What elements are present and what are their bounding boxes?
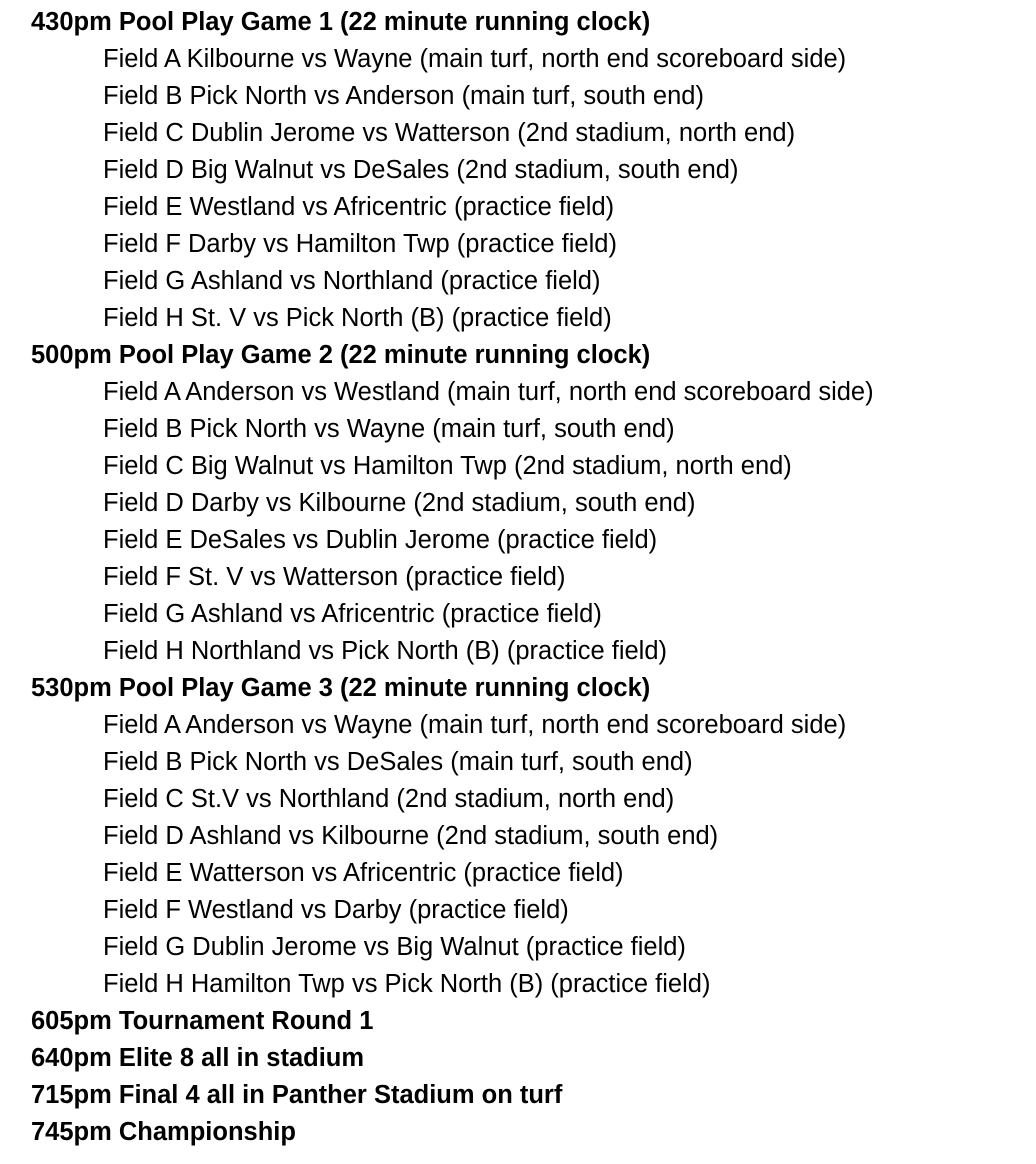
game-assignment: Field B Pick North vs Wayne (main turf, south end) <box>103 415 675 443</box>
game-assignment: Field A Anderson vs Wayne (main turf, north end scoreboard side) <box>103 711 847 739</box>
time-slot-heading: 530pm Pool Play Game 3 (22 minute running clock) <box>31 674 651 702</box>
game-assignment: Field E Watterson vs Africentric (practice field) <box>103 859 624 887</box>
game-assignment: Field E Westland vs Africentric (practice field) <box>103 193 615 221</box>
game-assignment: Field G Dublin Jerome vs Big Walnut (practice field) <box>103 933 686 961</box>
game-assignment: Field A Kilbourne vs Wayne (main turf, north end scoreboard side) <box>103 45 847 73</box>
time-slot-heading: 745pm Championship <box>31 1118 296 1146</box>
game-assignment: Field F Darby vs Hamilton Twp (practice field) <box>103 230 617 258</box>
game-assignment: Field B Pick North vs DeSales (main turf, south end) <box>103 748 693 776</box>
game-assignment: Field G Ashland vs Africentric (practice field) <box>103 600 602 628</box>
game-assignment: Field F St. V vs Watterson (practice field) <box>103 563 566 591</box>
time-slot-heading: 500pm Pool Play Game 2 (22 minute running clock) <box>31 341 651 369</box>
game-assignment: Field H Northland vs Pick North (B) (practice field) <box>103 637 668 665</box>
game-assignment: Field D Darby vs Kilbourne (2nd stadium, south end) <box>103 489 696 517</box>
game-assignment: Field C Big Walnut vs Hamilton Twp (2nd stadium, north end) <box>103 452 792 480</box>
game-assignment: Field B Pick North vs Anderson (main turf, south end) <box>103 82 704 110</box>
game-assignment: Field D Ashland vs Kilbourne (2nd stadium, south end) <box>103 822 719 850</box>
game-assignment: Field H St. V vs Pick North (B) (practice field) <box>103 304 612 332</box>
time-slot-heading: 430pm Pool Play Game 1 (22 minute running clock) <box>31 8 651 36</box>
game-assignment: Field F Westland vs Darby (practice field) <box>103 896 569 924</box>
game-assignment: Field C St.V vs Northland (2nd stadium, north end) <box>103 785 675 813</box>
time-slot-heading: 605pm Tournament Round 1 <box>31 1007 374 1035</box>
time-slot-heading: 715pm Final 4 all in Panther Stadium on turf <box>31 1081 563 1109</box>
game-assignment: Field H Hamilton Twp vs Pick North (B) (practice field) <box>103 970 711 998</box>
time-slot-heading: 640pm Elite 8 all in stadium <box>31 1044 365 1072</box>
game-assignment: Field C Dublin Jerome vs Watterson (2nd stadium, north end) <box>103 119 796 147</box>
game-assignment: Field A Anderson vs Westland (main turf, north end scoreboard side) <box>103 378 874 406</box>
game-assignment: Field D Big Walnut vs DeSales (2nd stadium, south end) <box>103 156 739 184</box>
game-assignment: Field G Ashland vs Northland (practice field) <box>103 267 601 295</box>
game-assignment: Field E DeSales vs Dublin Jerome (practice field) <box>103 526 658 554</box>
